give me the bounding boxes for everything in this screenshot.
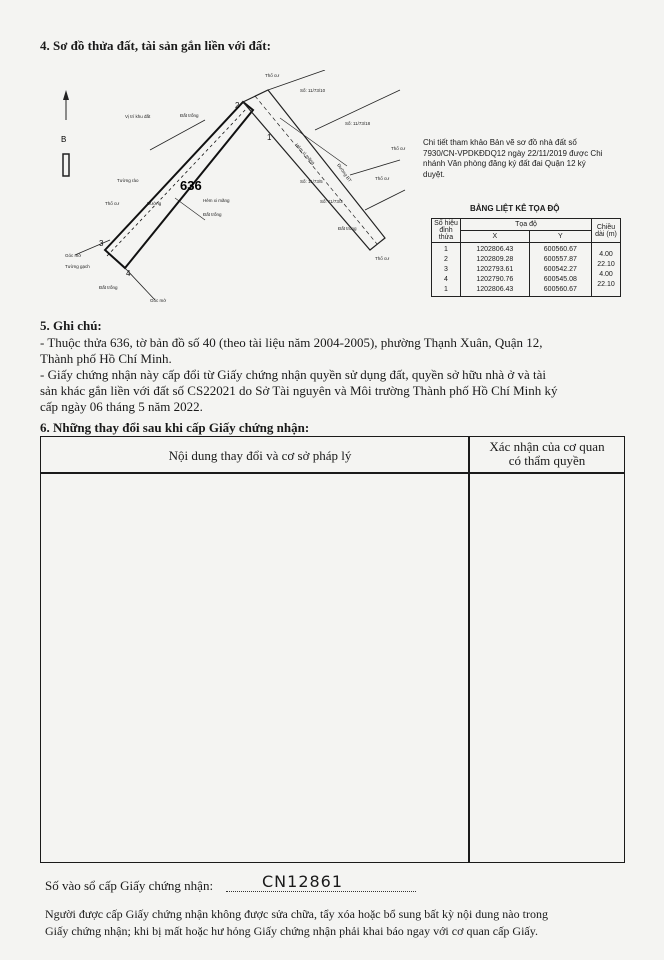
svg-text:Góc mở: Góc mở: [65, 253, 82, 258]
svg-text:Số: 11/73/10: Số: 11/73/10: [300, 88, 326, 93]
registry-label: Số vào sổ cấp Giấy chứng nhận:: [45, 878, 214, 893]
north-arrow-icon: [63, 90, 69, 176]
svg-text:2: 2: [235, 101, 240, 110]
svg-text:Thổ cư: Thổ cư: [105, 201, 120, 206]
svg-text:Số: 11/73/18: Số: 11/73/18: [345, 121, 371, 126]
svg-text:Đất trống: Đất trống: [180, 113, 199, 118]
note-line: - Thuộc thửa 636, tờ bản đồ số 40 (theo tài liệu năm 2004-2005), phường Thạnh Xuân, Quận 12,: [40, 335, 543, 350]
changes-table: [40, 436, 625, 863]
registry-number: CN12861: [262, 872, 344, 891]
note-line: Thành phố Hồ Chí Minh.: [40, 351, 172, 366]
parcel-map: [55, 70, 425, 315]
svg-text:Hẻm xi măng: Hẻm xi măng: [294, 142, 316, 166]
column-header-confirmation: Xác nhận của cơ quan có thẩm quyền: [489, 439, 605, 468]
note-line: cấp ngày 06 tháng 5 năm 2022.: [40, 399, 203, 414]
table-divider: [40, 472, 625, 474]
svg-text:Đất trống: Đất trống: [203, 212, 222, 217]
svg-text:Tường rào: Tường rào: [117, 178, 139, 183]
svg-text:Đất trống: Đất trống: [338, 226, 357, 231]
section-6-title: 6. Những thay đổi sau khi cấp Giấy chứng nhận:: [40, 420, 310, 435]
svg-text:Vị trí khu đất: Vị trí khu đất: [125, 114, 151, 119]
section-4-title: 4. Sơ đồ thửa đất, tài sản gắn liền với đất:: [40, 38, 271, 53]
svg-text:Đường BT: Đường BT: [336, 162, 353, 183]
north-letter: B: [61, 135, 67, 144]
side-note: Chi tiết tham khảo Bản vẽ sơ đồ nhà đất số 7930/CN-VPDKĐDQ12 ngày 22/11/2019 được Chi nhánh Văn phòng đăng ký đất đai Quận 12 ký duyệt.: [423, 138, 603, 179]
coord-table-title: BẢNG LIỆT KÊ TỌA ĐỘ: [470, 204, 560, 213]
svg-text:1: 1: [267, 133, 272, 142]
svg-text:Thổ cư: Thổ cư: [375, 256, 390, 261]
svg-text:Hẻm xi măng: Hẻm xi măng: [203, 198, 230, 203]
parcel-number: 636: [180, 178, 202, 193]
column-header-content: Nội dung thay đổi và cơ sở pháp lý: [168, 448, 352, 463]
svg-text:Đường: Đường: [147, 201, 162, 206]
section-5-title: 5. Ghi chú:: [40, 318, 102, 333]
table-divider: [468, 436, 470, 863]
svg-text:Thổ cư: Thổ cư: [375, 176, 390, 181]
svg-text:4: 4: [126, 269, 131, 278]
svg-text:Thổ cư: Thổ cư: [265, 73, 280, 78]
svg-text:Tường gạch: Tường gạch: [65, 264, 90, 269]
note-line: sản khác gắn liền với đất số CS22021 do Sở Tài nguyên và Môi trường Thành phố Hồ Chí Minh ký: [40, 383, 558, 398]
coord-table: Số hiệu đỉnh thửa Tọa độ Chiều dài (m) X Y 1 2 3 4 1 1202806.43 1202809.28 1202793.61 1202790.76 1202806.43 600560.67 600557.87 600542.27 600545.08 600560.67 4.00 22.10 4.00 22.10: [431, 218, 621, 297]
note-line: - Giấy chứng nhận này cấp đổi từ Giấy chứng nhận quyền sử dụng đất, quyền sở hữu nhà ở và tài: [40, 367, 547, 382]
svg-text:Số: 11/73/5: Số: 11/73/5: [300, 179, 323, 184]
svg-text:Góc mở: Góc mở: [150, 298, 167, 303]
svg-text:Thổ cư: Thổ cư: [391, 146, 406, 151]
table-row: 1 2 3 4 1 1202806.43 1202809.28 1202793.61 1202790.76 1202806.43 600560.67 600557.87 600542.27 600545.08 600560.67 4.00 22.10 4.00 22.10: [432, 243, 621, 297]
svg-text:3: 3: [99, 239, 104, 248]
svg-text:Đất trống: Đất trống: [99, 285, 118, 290]
footer-note: Người được cấp Giấy chứng nhận không được sửa chữa, tẩy xóa hoặc bổ sung bất kỳ nội dung nào trong Giấy chứng nhận; khi bị mất hoặc hư hỏng Giấy chứng nhận phải khai báo ngay với cơ quan cấp Giấy.: [45, 907, 548, 938]
svg-text:Số: 11/73/3: Số: 11/73/3: [320, 199, 343, 204]
